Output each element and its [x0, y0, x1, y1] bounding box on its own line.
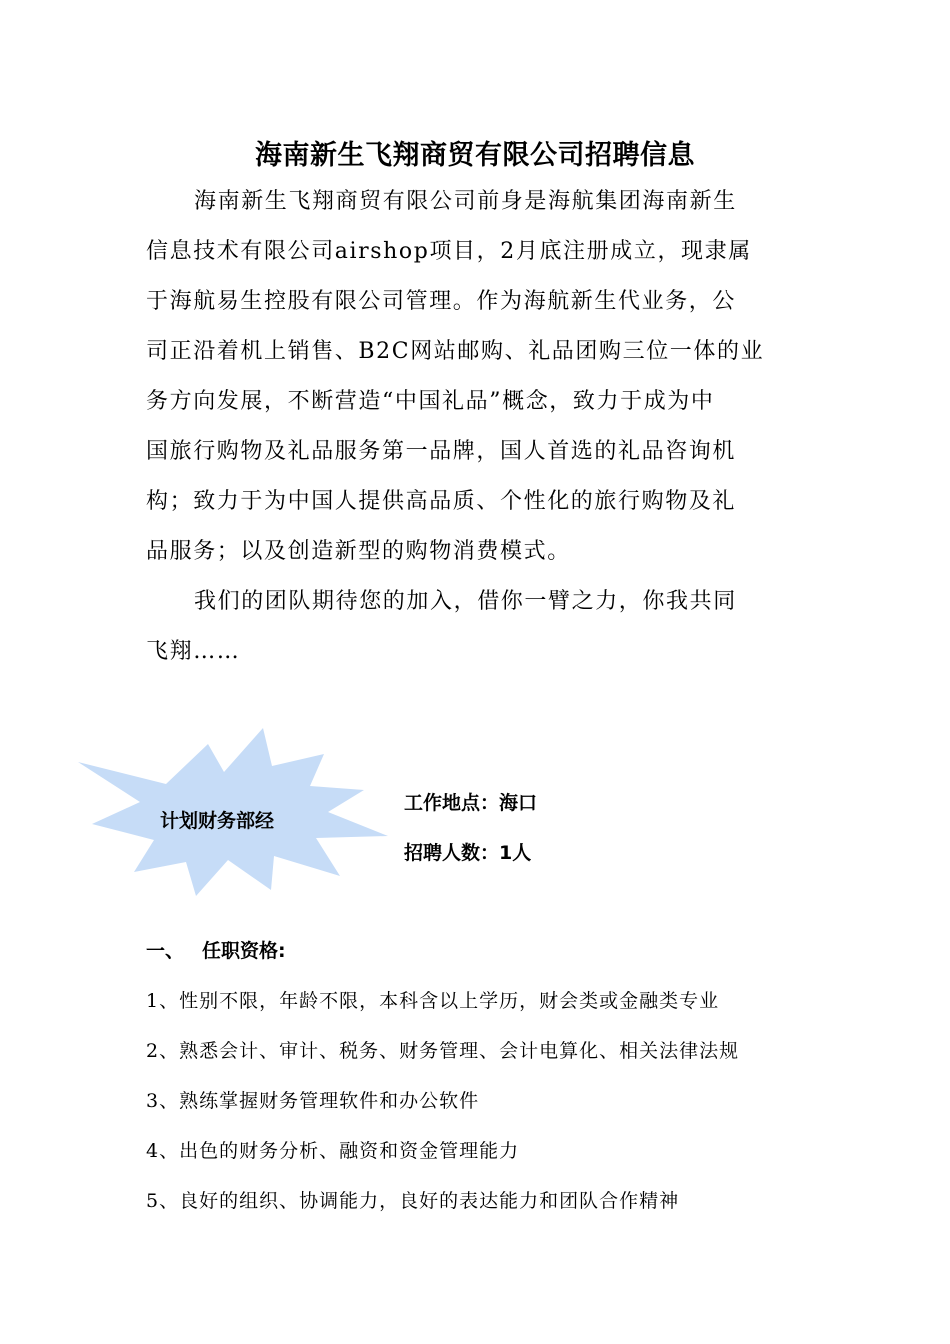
closing-line: 飞翔…… [146, 639, 241, 664]
requirement-item: 3、熟练掌握财务管理软件和办公软件 [146, 1090, 480, 1112]
work-location [404, 788, 537, 815]
closing-line: 我们的团队期待您的加入，借你一臂之力，你我共同 [194, 589, 737, 614]
section-title: 任职资格: [202, 940, 286, 962]
closing-paragraph [146, 577, 806, 677]
section-number: 一、 [146, 940, 185, 962]
intro-line: 品服务；以及创造新型的购物消费模式。 [146, 539, 571, 564]
requirement-item: 2、熟悉会计、审计、税务、财务管理、会计电算化、相关法律法规 [146, 1040, 740, 1062]
intro-paragraph [146, 177, 806, 577]
headcount-label: 招聘人数： [404, 842, 500, 864]
requirements-heading [146, 936, 286, 963]
work-location-label: 工作地点： [404, 792, 500, 814]
requirement-item: 1、性别不限，年龄不限，本科含以上学历，财会类或金融类专业 [146, 990, 720, 1012]
intro-line: 海南新生飞翔商贸有限公司前身是海航集团海南新生 [194, 189, 737, 214]
intro-line: 信息技术有限公司airshop项目，2月底注册成立，现隶属 [146, 239, 752, 264]
position-title: 计划财务部经 [160, 810, 275, 832]
page-title: 海南新生飞翔商贸有限公司招聘信息 [255, 140, 695, 171]
headcount-value: 1人 [499, 842, 532, 864]
intro-line: 司正沿着机上销售、B2C网站邮购、礼品团购三位一体的业 [146, 339, 765, 364]
headcount [404, 838, 531, 865]
requirement-item: 5、良好的组织、协调能力，良好的表达能力和团队合作精神 [146, 1190, 680, 1212]
requirement-item: 4、出色的财务分析、融资和资金管理能力 [146, 1140, 520, 1162]
intro-line: 国旅行购物及礼品服务第一品牌，国人首选的礼品咨询机 [146, 439, 737, 464]
intro-line: 务方向发展，不断营造“中国礼品”概念，致力于成为中 [146, 389, 715, 414]
intro-line: 于海航易生控股有限公司管理。作为海航新生代业务，公 [146, 289, 737, 314]
intro-line: 构；致力于为中国人提供高品质、个性化的旅行购物及礼 [146, 489, 737, 514]
work-location-value: 海口 [499, 792, 538, 814]
position-starburst [78, 728, 388, 896]
